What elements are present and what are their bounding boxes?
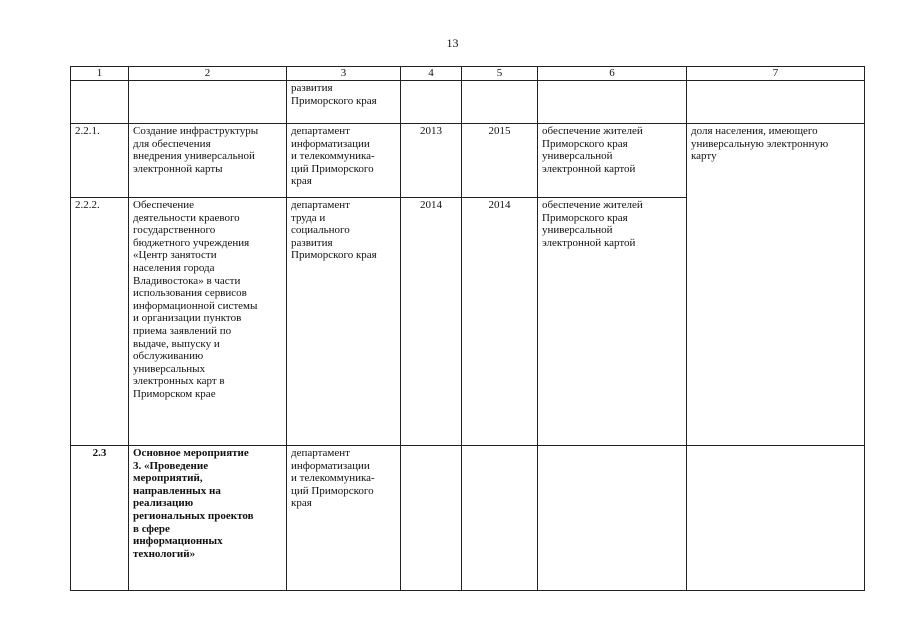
row-name-cell: Создание инфраструктуры для обеспечения внедрения универсальной электронной карты [129, 124, 287, 198]
row-code-cell: 2.2.2. [71, 198, 129, 446]
table-row [71, 81, 865, 124]
row-result-cell: обеспечение жителей Приморского края универсальной электронной картой [538, 198, 687, 446]
row-result-cell [538, 81, 687, 124]
row-responsible-cell: департамент информатизации и телекоммуника- ций Приморского края [287, 124, 401, 198]
indicator-merged-cell: доля населения, имеющего универсальную электронную карту [687, 124, 865, 446]
page-number: 13 [446, 36, 459, 50]
column-header: 6 [538, 67, 687, 81]
column-header: 2 [129, 67, 287, 81]
row-indicator-cell [687, 81, 865, 124]
row-start-year-cell: 2014 [401, 198, 462, 446]
row-responsible-cell: департамент труда и социального развития Приморского края [287, 198, 401, 446]
row-name-cell [129, 81, 287, 124]
column-header: 7 [687, 67, 865, 81]
row-responsible-cell: департамент информатизации и телекоммуника- ций Приморского края [287, 446, 401, 591]
column-header: 4 [401, 67, 462, 81]
row-start-year-cell: 2013 [401, 124, 462, 198]
row-name-cell: Обеспечение деятельности краевого государственного бюджетного учреждения «Центр занятости населения города Владивостока» в части использования сервисов информационной системы и организации пунктов приема заявлений по выдаче, выпуску и обслуживанию универсальных электронных карт в Приморском крае [129, 198, 287, 446]
row-result-cell [538, 446, 687, 591]
table-header-row [71, 67, 865, 81]
table-row [71, 124, 865, 198]
row-code-cell: 2.2.1. [71, 124, 129, 198]
row-start-year-cell [401, 446, 462, 591]
row-end-year-cell: 2014 [462, 198, 538, 446]
row-start-year-cell [401, 81, 462, 124]
row-end-year-cell [462, 446, 538, 591]
row-end-year-cell: 2015 [462, 124, 538, 198]
row-code-cell [71, 81, 129, 124]
column-header: 1 [71, 67, 129, 81]
row-indicator-cell [687, 446, 865, 591]
row-responsible-cell: развития Приморского края [287, 81, 401, 124]
column-header: 3 [287, 67, 401, 81]
row-end-year-cell [462, 81, 538, 124]
row-code-cell: 2.3 [71, 446, 129, 591]
row-name-cell: Основное мероприятие 3. «Проведение мероприятий, направленных на реализацию региональных проектов в сфере информационных технологий» [129, 446, 287, 591]
program-activities-table [70, 66, 865, 591]
column-header: 5 [462, 67, 538, 81]
table-row [71, 446, 865, 591]
row-result-cell: обеспечение жителей Приморского края универсальной электронной картой [538, 124, 687, 198]
